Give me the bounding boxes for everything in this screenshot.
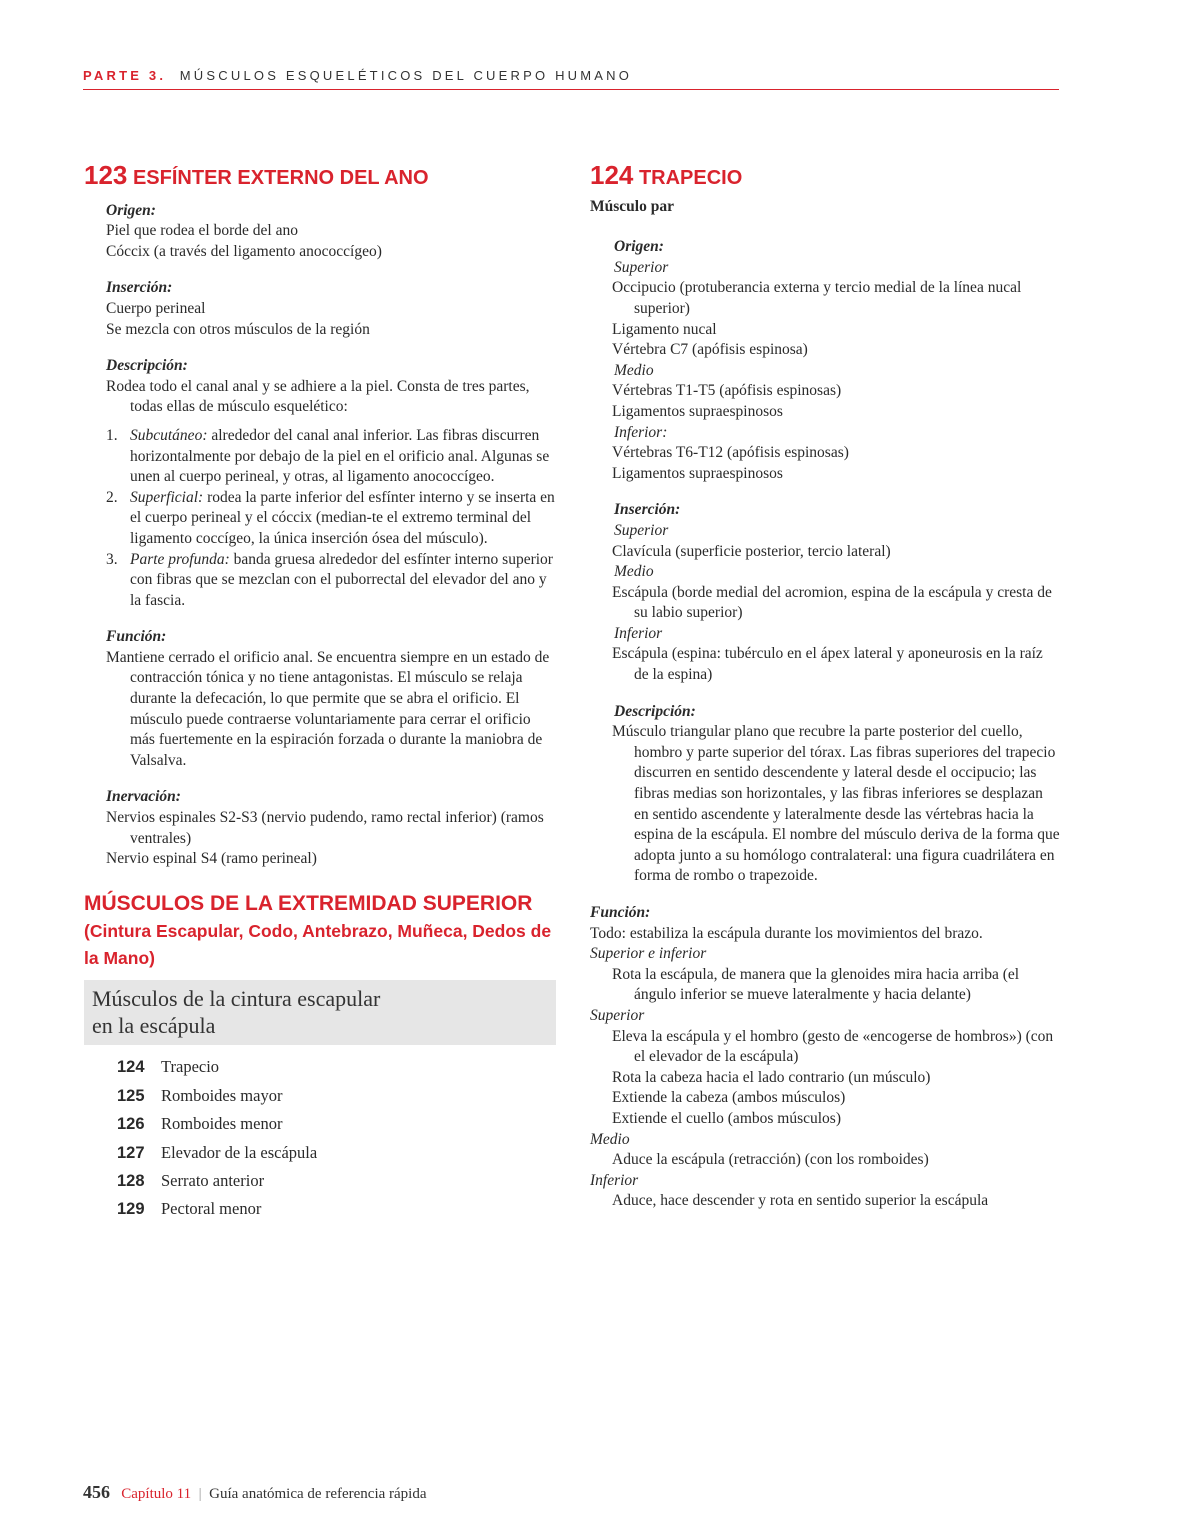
list-item: 126 Romboides menor bbox=[117, 1114, 283, 1134]
list-item: 124 Trapecio bbox=[117, 1057, 220, 1077]
parts-list bbox=[106, 426, 556, 611]
inervacion-label: Inervación: bbox=[106, 788, 181, 806]
funcion-label: Función: bbox=[590, 904, 651, 921]
origen-label: Origen: bbox=[614, 238, 664, 256]
inervacion-line: Nervio espinal S4 (ramo perineal) bbox=[106, 850, 317, 868]
section-extremidad-superior bbox=[84, 891, 556, 1228]
list-item: 1. Subcutáneo: alrededor del canal anal inferior. Las fibras discurren horizontalmente por debajo de la piel en el orificio anal. Algunas se unen al cuerpo perineal, y otras, al ligamento anococcígeo. bbox=[106, 426, 550, 486]
running-header bbox=[83, 68, 1059, 83]
origen-label: Origen: bbox=[106, 201, 156, 219]
funcion-text: Mantiene cerrado el orificio anal. Se encuentra siempre en un estado de contracción tónica y no tiene antagonistas. El músculo se relaja durante la defecación, lo que permite que se abra el orificio. El músculo puede contraerse voluntariamente para cerrar el orificio más fuertemente en la espiración forzada o durante la maniobra de Valsalva. bbox=[106, 648, 550, 769]
origen-superior-label: Superior bbox=[614, 258, 669, 276]
funcion-item: Rota la cabeza hacia el lado contrario (un músculo) bbox=[612, 1068, 931, 1086]
subsection-box: Músculos de la cintura escapular en la escápula bbox=[84, 980, 556, 1045]
insercion-inferior-label: Inferior bbox=[614, 624, 663, 642]
funcion-superior-inferior-label: Superior e inferior bbox=[590, 945, 707, 963]
section-title: MÚSCULOS DE LA EXTREMIDAD SUPERIOR bbox=[84, 891, 533, 915]
insercion-line: Se mezcla con otros músculos de la región bbox=[106, 320, 370, 338]
origen-medio-label: Medio bbox=[614, 361, 654, 379]
funcion-todo: Todo: estabiliza la escápula durante los movimientos del brazo. bbox=[590, 924, 983, 942]
insercion-item: Escápula (espina: tubérculo en el ápex lateral y aponeurosis en la raíz de la espina) bbox=[612, 645, 1043, 684]
insercion-line: Cuerpo perineal bbox=[106, 299, 206, 317]
origen-item: Ligamentos supraespinosos bbox=[612, 402, 783, 420]
funcion-item: Rota la escápula, de manera que la glenoides mira hacia arriba (el ángulo inferior se mueve lateralmente y hacia delante) bbox=[612, 965, 1020, 1004]
part-label: PARTE 3. bbox=[83, 68, 167, 83]
funcion-inferior-label: Inferior bbox=[590, 1171, 639, 1189]
part-title: MÚSCULOS ESQUELÉTICOS DEL CUERPO HUMANO bbox=[179, 68, 633, 83]
insercion-medio-label: Medio bbox=[614, 563, 654, 581]
list-item: 127 Elevador de la escápula bbox=[117, 1142, 318, 1162]
funcion-item: Extiende el cuello (ambos músculos) bbox=[612, 1109, 841, 1127]
origen-item: Occipucio (protuberancia externa y tercio medial de la línea nucal superior) bbox=[612, 279, 1022, 317]
descripcion-label: Descripción: bbox=[614, 702, 696, 720]
funcion-item: Aduce, hace descender y rota en sentido superior la escápula bbox=[612, 1192, 989, 1210]
origen-line: Piel que rodea el borde del ano bbox=[106, 222, 298, 240]
footer-separator: | bbox=[198, 1486, 202, 1502]
funcion-item: Eleva la escápula y el hombro (gesto de «encogerse de hombros») (con el elevador de la escápula) bbox=[612, 1027, 1054, 1066]
funcion-item: Aduce la escápula (retracción) (con los romboides) bbox=[612, 1151, 929, 1169]
list-item: 125 Romboides mayor bbox=[117, 1085, 283, 1105]
origen-item: Vértebras T1-T5 (apófisis espinosas) bbox=[612, 382, 842, 400]
page-number: 456 bbox=[83, 1482, 110, 1502]
origen-inferior-label: Inferior: bbox=[614, 423, 668, 441]
origen-item: Ligamentos supraespinosos bbox=[612, 464, 783, 482]
section-subtitle: (Cintura Escapular, Codo, Antebrazo, Muñeca, Dedos de la Mano) bbox=[84, 921, 552, 969]
muscle-title-123: 123 ESFÍNTER EXTERNO DEL ANO bbox=[84, 160, 429, 190]
chapter-label: Capítulo 11 bbox=[121, 1486, 192, 1502]
muscle-title-124: 124 TRAPECIO bbox=[590, 160, 743, 190]
insercion-item: Clavícula (superficie posterior, tercio lateral) bbox=[612, 542, 891, 560]
descripcion-text: Músculo triangular plano que recubre la parte posterior del cuello, hombro y parte superior del tórax. Las fibras superiores del trapecio discurren en sentido descendente y lateral desde el occipucio; las fibras medias son horizontales, y las fibras inferiores se desplazan en sentido ascendente y lateralmente desde las vértebras hacia la espina de la escápula. El nombre del músculo deriva de la forma que adopta junto a su homólogo contralateral: una figura cuadrilátera en forma de rombo o trapezoide. bbox=[612, 723, 1060, 885]
descripcion-label: Descripción: bbox=[106, 357, 188, 375]
muscle-index-list bbox=[84, 1057, 556, 1227]
book-title: Guía anatómica de referencia rápida bbox=[209, 1486, 427, 1502]
origen-item: Vértebra C7 (apófisis espinosa) bbox=[612, 341, 808, 359]
insercion-label: Inserción: bbox=[106, 279, 173, 297]
origen-item: Vértebras T6-T12 (apófisis espinosas) bbox=[612, 444, 849, 462]
insercion-label: Inserción: bbox=[614, 501, 681, 519]
funcion-superior-label: Superior bbox=[590, 1006, 645, 1024]
inervacion-line: Nervios espinales S2-S3 (nervio pudendo, ramo rectal inferior) (ramos ventrales) bbox=[106, 809, 544, 847]
origen-item: Ligamento nucal bbox=[612, 320, 717, 338]
muscle-subtitle: Músculo par bbox=[590, 197, 674, 215]
funcion-medio-label: Medio bbox=[590, 1130, 630, 1148]
insercion-superior-label: Superior bbox=[614, 521, 669, 539]
list-item: 128 Serrato anterior bbox=[117, 1170, 265, 1190]
list-item: 2. Superficial: rodea la parte inferior del esfínter interno y se inserta en el cuerpo perineal y el cóccix (median-te el extremo terminal del ligamento coccígeo, la única inserción ósea del músculo). bbox=[106, 488, 555, 547]
funcion-item: Extiende la cabeza (ambos músculos) bbox=[612, 1089, 846, 1107]
descripcion-text: Rodea todo el canal anal y se adhiere a la piel. Consta de tres partes, todas ellas de músculo esquelético: bbox=[106, 377, 530, 416]
page-footer bbox=[83, 1482, 427, 1503]
header-rule bbox=[83, 89, 1059, 90]
list-item: 3. Parte profunda: banda gruesa alrededor del esfínter interno superior con fibras que se mezclan con el puborrectal del elevador del ano y la fascia. bbox=[106, 550, 553, 609]
origen-line: Cóccix (a través del ligamento anococcígeo) bbox=[106, 242, 382, 260]
insercion-item: Escápula (borde medial del acromion, espina de la escápula y cresta de su labio superior) bbox=[612, 583, 1052, 622]
list-item: 129 Pectoral menor bbox=[117, 1199, 262, 1219]
right-column bbox=[590, 160, 1060, 1212]
funcion-label: Función: bbox=[106, 628, 167, 646]
left-column bbox=[84, 160, 556, 1228]
